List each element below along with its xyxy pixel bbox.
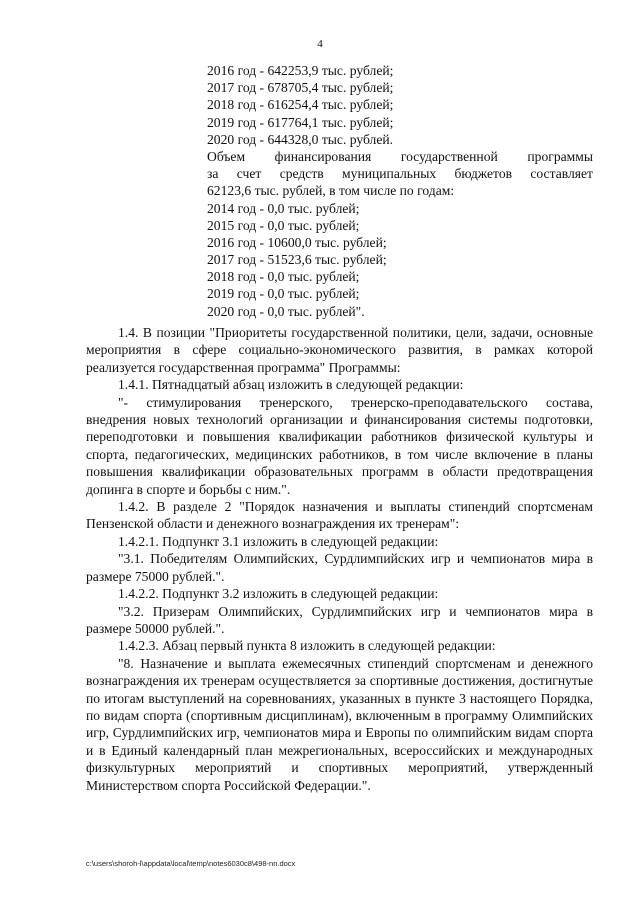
page-number: 4 [317,38,323,50]
budget-line: 2018 год - 616254,4 тыс. рублей; [207,97,394,113]
municipal-intro-line: 62123,6 тыс. рублей, в том числе по годам: [207,183,455,199]
budget-column [207,62,593,320]
municipal-line: 2018 год - 0,0 тыс. рублей; [207,269,360,285]
document-body [86,324,593,794]
municipal-line: 2015 год - 0,0 тыс. рублей; [207,217,360,233]
quote-8: "8. Назначение и выплата ежемесячных стипендий спортсменам и денежного вознаграждения их тренерам осуществляется за спортивные достижения, достигнутые по итогам выступлений на соревнованиях, указанных в пункте 3 настоящего Порядка, по видам спорта (спортивным дисциплинам), включенным в программу Олимпийских игр, Сурдлимпийских игр, чемпионатов мира и Европы по олимпийским видам спорта и в Единый календарный план межрегиональных, всероссийских и международных физкультурных мероприятий и спортивных мероприятий, утвержденный Министерством спорта Российской Федерации.". [86,655,593,793]
municipal-line: 2014 год - 0,0 тыс. рублей; [207,200,360,216]
municipal-intro-line: за счет средств муниципальных бюджетов составляет [207,166,593,182]
paragraph-1-4-2-2: 1.4.2.2. Подпункт 3.2 изложить в следующей редакции: [118,586,439,602]
municipal-line: 2017 год - 51523,6 тыс. рублей; [207,252,387,268]
quote-3-1: "3.1. Победителям Олимпийских, Сурдлимпийских игр и чемпионатов мира в размере 75000 рублей.". [86,551,593,584]
budget-line: 2019 год - 617764,1 тыс. рублей; [207,114,394,130]
paragraph-1-4-2-1: 1.4.2.1. Подпункт 3.1 изложить в следующей редакции: [118,533,439,549]
paragraph-1-4-2: 1.4.2. В разделе 2 "Порядок назначения и выплаты стипендий спортсменам Пензенской области и денежного вознаграждения их тренерам": [86,499,593,532]
quote-3-2: "3.2. Призерам Олимпийских, Сурдлимпийских игр и чемпионатов мира в размере 50000 рублей.". [86,603,593,636]
footer-file-path: c:\users\shoroh-l\appdata\local\temp\notes6030c8\498-nn.docx [86,859,296,868]
municipal-intro-line: Объем финансирования государственной программы [207,148,593,164]
budget-line: 2017 год - 678705,4 тыс. рублей; [207,80,394,96]
municipal-line: 2016 год - 10600,0 тыс. рублей; [207,234,387,250]
budget-line: 2016 год - 642253,9 тыс. рублей; [207,63,394,78]
municipal-line: 2020 год - 0,0 тыс. рублей". [207,303,365,319]
paragraph-1-4-1: 1.4.1. Пятнадцатый абзац изложить в следующей редакции: [118,377,464,393]
quote-paragraph: "- стимулирования тренерского, тренерско-преподавательского состава, внедрения новых технологий организации и финансирования системы подготовки, переподготовки и повышения квалификации работников физической культуры и спорта, педагогических, медицинских работников, в том числе включение в планы повышения квалификации образовательных программ в области предотвращения допинга в спорте и борьбы с ним.". [86,394,593,497]
paragraph-1-4-2-3: 1.4.2.3. Абзац первый пункта 8 изложить в следующей редакции: [118,638,496,654]
budget-line: 2020 год - 644328,0 тыс. рублей. [207,131,394,147]
paragraph-1-4: 1.4. В позиции "Приоритеты государственной политики, цели, задачи, основные мероприятия в сфере социально-экономического развития, в рамках которой реализуется государственная программа" Программы: [86,325,593,375]
municipal-line: 2019 год - 0,0 тыс. рублей; [207,286,360,302]
